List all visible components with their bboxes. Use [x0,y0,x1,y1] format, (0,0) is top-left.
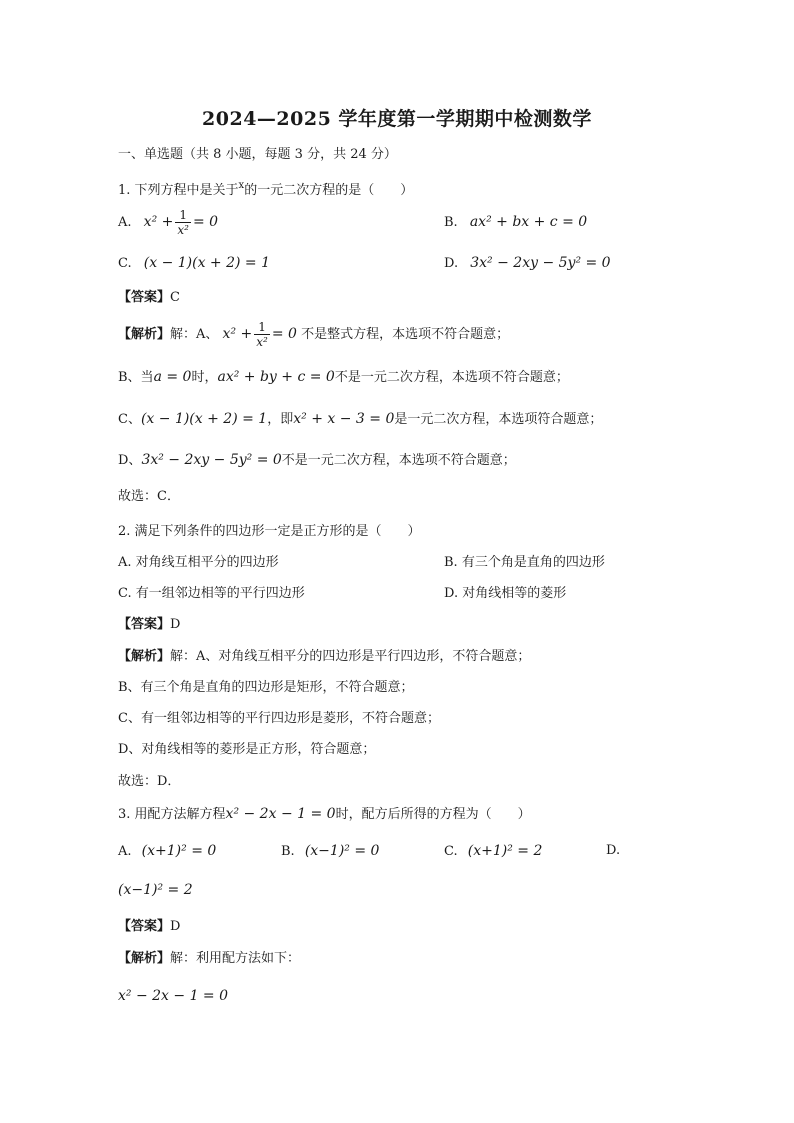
q3-option-b-expr: (x−1)² = 0 [304,843,380,859]
q1-answer-tag: 【答案】 [118,290,171,305]
q1-option-a-fraction [175,209,191,237]
q3-option-d-label: D. [606,843,621,858]
q3-option-a-expr: (x+1)² = 0 [141,843,217,859]
q3-stem-expr: x² − 2x − 1 = 0 [225,806,336,822]
q1-analysis-c-expr1: (x − 1)(x + 2) = 1 [140,411,268,427]
q1-option-d [444,254,611,273]
q1-analysis-tag: 【解析】 [118,327,171,342]
q2-analysis-tag: 【解析】 [118,649,171,664]
section-heading: 一、单选题（共 8 小题，每题 3 分，共 24 分） [118,147,397,162]
q1-option-b [444,213,587,232]
q1-answer [118,289,180,307]
q2-conclusion: 故选：D． [118,774,181,789]
q1-option-a-label: A. [118,215,132,230]
q1-analysis-c-pre: C、 [118,412,141,427]
q2-option-b: B. 有三个角是直角的四边形 [444,555,605,570]
q1-conclusion: 故选：C． [118,489,180,504]
q3-step-1 [118,987,228,1006]
q1-analysis-d [118,451,516,470]
q3-option-b-label: B. [281,844,295,859]
q3-stem-post: 时，配方后所得的方程为（ ） [335,807,531,822]
q2-option-c: C. 有一组邻边相等的平行四边形 [118,586,305,601]
q2-answer-tag: 【答案】 [118,617,171,632]
q1-option-a-expr-post: = 0 [192,214,219,230]
q3-answer-value: D [170,919,181,934]
q1-analysis-d-expr: 3x² − 2xy − 5y² = 0 [141,452,282,468]
q1-analysis-a-expr-post: = 0 [271,326,297,342]
q2-analysis-b: B、有三个角是直角的四边形是矩形，不符合题意； [118,680,414,695]
q1-analysis-d-pre: D、 [118,453,142,468]
q3-option-d [118,881,193,900]
q3-analysis-a-text: 解：利用配方法如下： [170,951,301,966]
q1-analysis-a-expr-pre: x² + [222,326,253,342]
q2-analysis-c: C、有一组邻边相等的平行四边形是菱形，不符合题意； [118,711,440,726]
q1-stem [118,177,413,200]
q3-option-a [118,842,216,861]
q2-option-d: D. 对角线相等的菱形 [444,586,567,601]
q1-stem-post: 的一元二次方程的是（ ） [244,183,414,198]
q1-option-a-numerator: 1 [175,209,191,223]
q1-analysis-b-post: 不是一元二次方程，本选项不符合题意； [334,370,569,385]
q3-answer-tag: 【答案】 [118,919,171,934]
q2-answer-value: D [170,617,181,632]
q1-option-b-label: B. [444,215,458,230]
q1-analysis-b-var: a = 0 [153,369,192,385]
page-title: 2024—2025 学年度第一学期期中检测数学 [202,108,592,130]
q3-stem [118,805,531,824]
q1-option-a-expr-pre: x² + [143,214,174,230]
q3-option-b [281,842,379,861]
q3-option-c-label: C. [444,844,458,859]
q3-option-a-label: A. [118,844,132,859]
q1-analysis-a [118,316,509,353]
q1-option-c [118,254,270,273]
q3-analysis-tag: 【解析】 [118,951,171,966]
q1-option-c-expr: (x − 1)(x + 2) = 1 [143,255,271,271]
q3-analysis-a [118,950,300,968]
q2-stem: 2. 满足下列条件的四边形一定是正方形的是（ ） [118,524,421,539]
q1-stem-var: x [238,180,245,191]
q1-analysis-a-numerator: 1 [254,321,270,335]
q1-option-a-denominator: x² [177,222,189,237]
q1-analysis-c-mid: ，即 [267,412,294,427]
q2-answer [118,616,180,634]
q2-analysis-a [118,648,530,666]
q1-option-d-expr: 3x² − 2xy − 5y² = 0 [470,255,611,271]
q3-step-1-expr: x² − 2x − 1 = 0 [118,988,229,1004]
q1-analysis-c [118,410,602,429]
q1-analysis-b-pre: B、当 [118,370,154,385]
q2-option-a: A. 对角线互相平分的四边形 [118,555,279,570]
q1-analysis-c-post: 是一元二次方程，本选项符合题意； [394,412,603,427]
q2-analysis-a-text: 解：A、对角线互相平分的四边形是平行四边形，不符合题意； [170,649,531,664]
q1-option-b-expr: ax² + bx + c = 0 [469,214,588,230]
q1-analysis-b-expr: ax² + by + c = 0 [217,369,335,385]
q1-option-d-label: D. [444,256,459,271]
q1-analysis-b [118,368,569,387]
q2-analysis-d: D、对角线相等的菱形是正方形，符合题意； [118,742,376,757]
q3-option-c-expr: (x+1)² = 2 [467,843,543,859]
q1-analysis-a-post: 不是整式方程，本选项不符合题意； [301,327,510,342]
q1-analysis-c-expr2: x² + x − 3 = 0 [293,411,395,427]
q1-analysis-b-mid: 时， [191,370,218,385]
q1-analysis-d-post: 不是一元二次方程，本选项不符合题意； [281,453,516,468]
q1-answer-value: C [170,290,180,305]
q1-analysis-a-pre: 解：A、 [170,327,219,342]
q3-stem-pre: 3. 用配方法解方程 [118,807,226,822]
q1-stem-pre: 1. 下列方程中是关于 [118,183,239,198]
q3-answer [118,918,180,936]
q1-option-a [118,204,218,241]
q1-analysis-a-denominator: x² [256,334,268,349]
q1-analysis-a-fraction [254,321,270,349]
q1-option-c-label: C. [118,256,132,271]
q3-option-c [444,842,542,861]
q3-option-d-expr: (x−1)² = 2 [118,882,193,898]
